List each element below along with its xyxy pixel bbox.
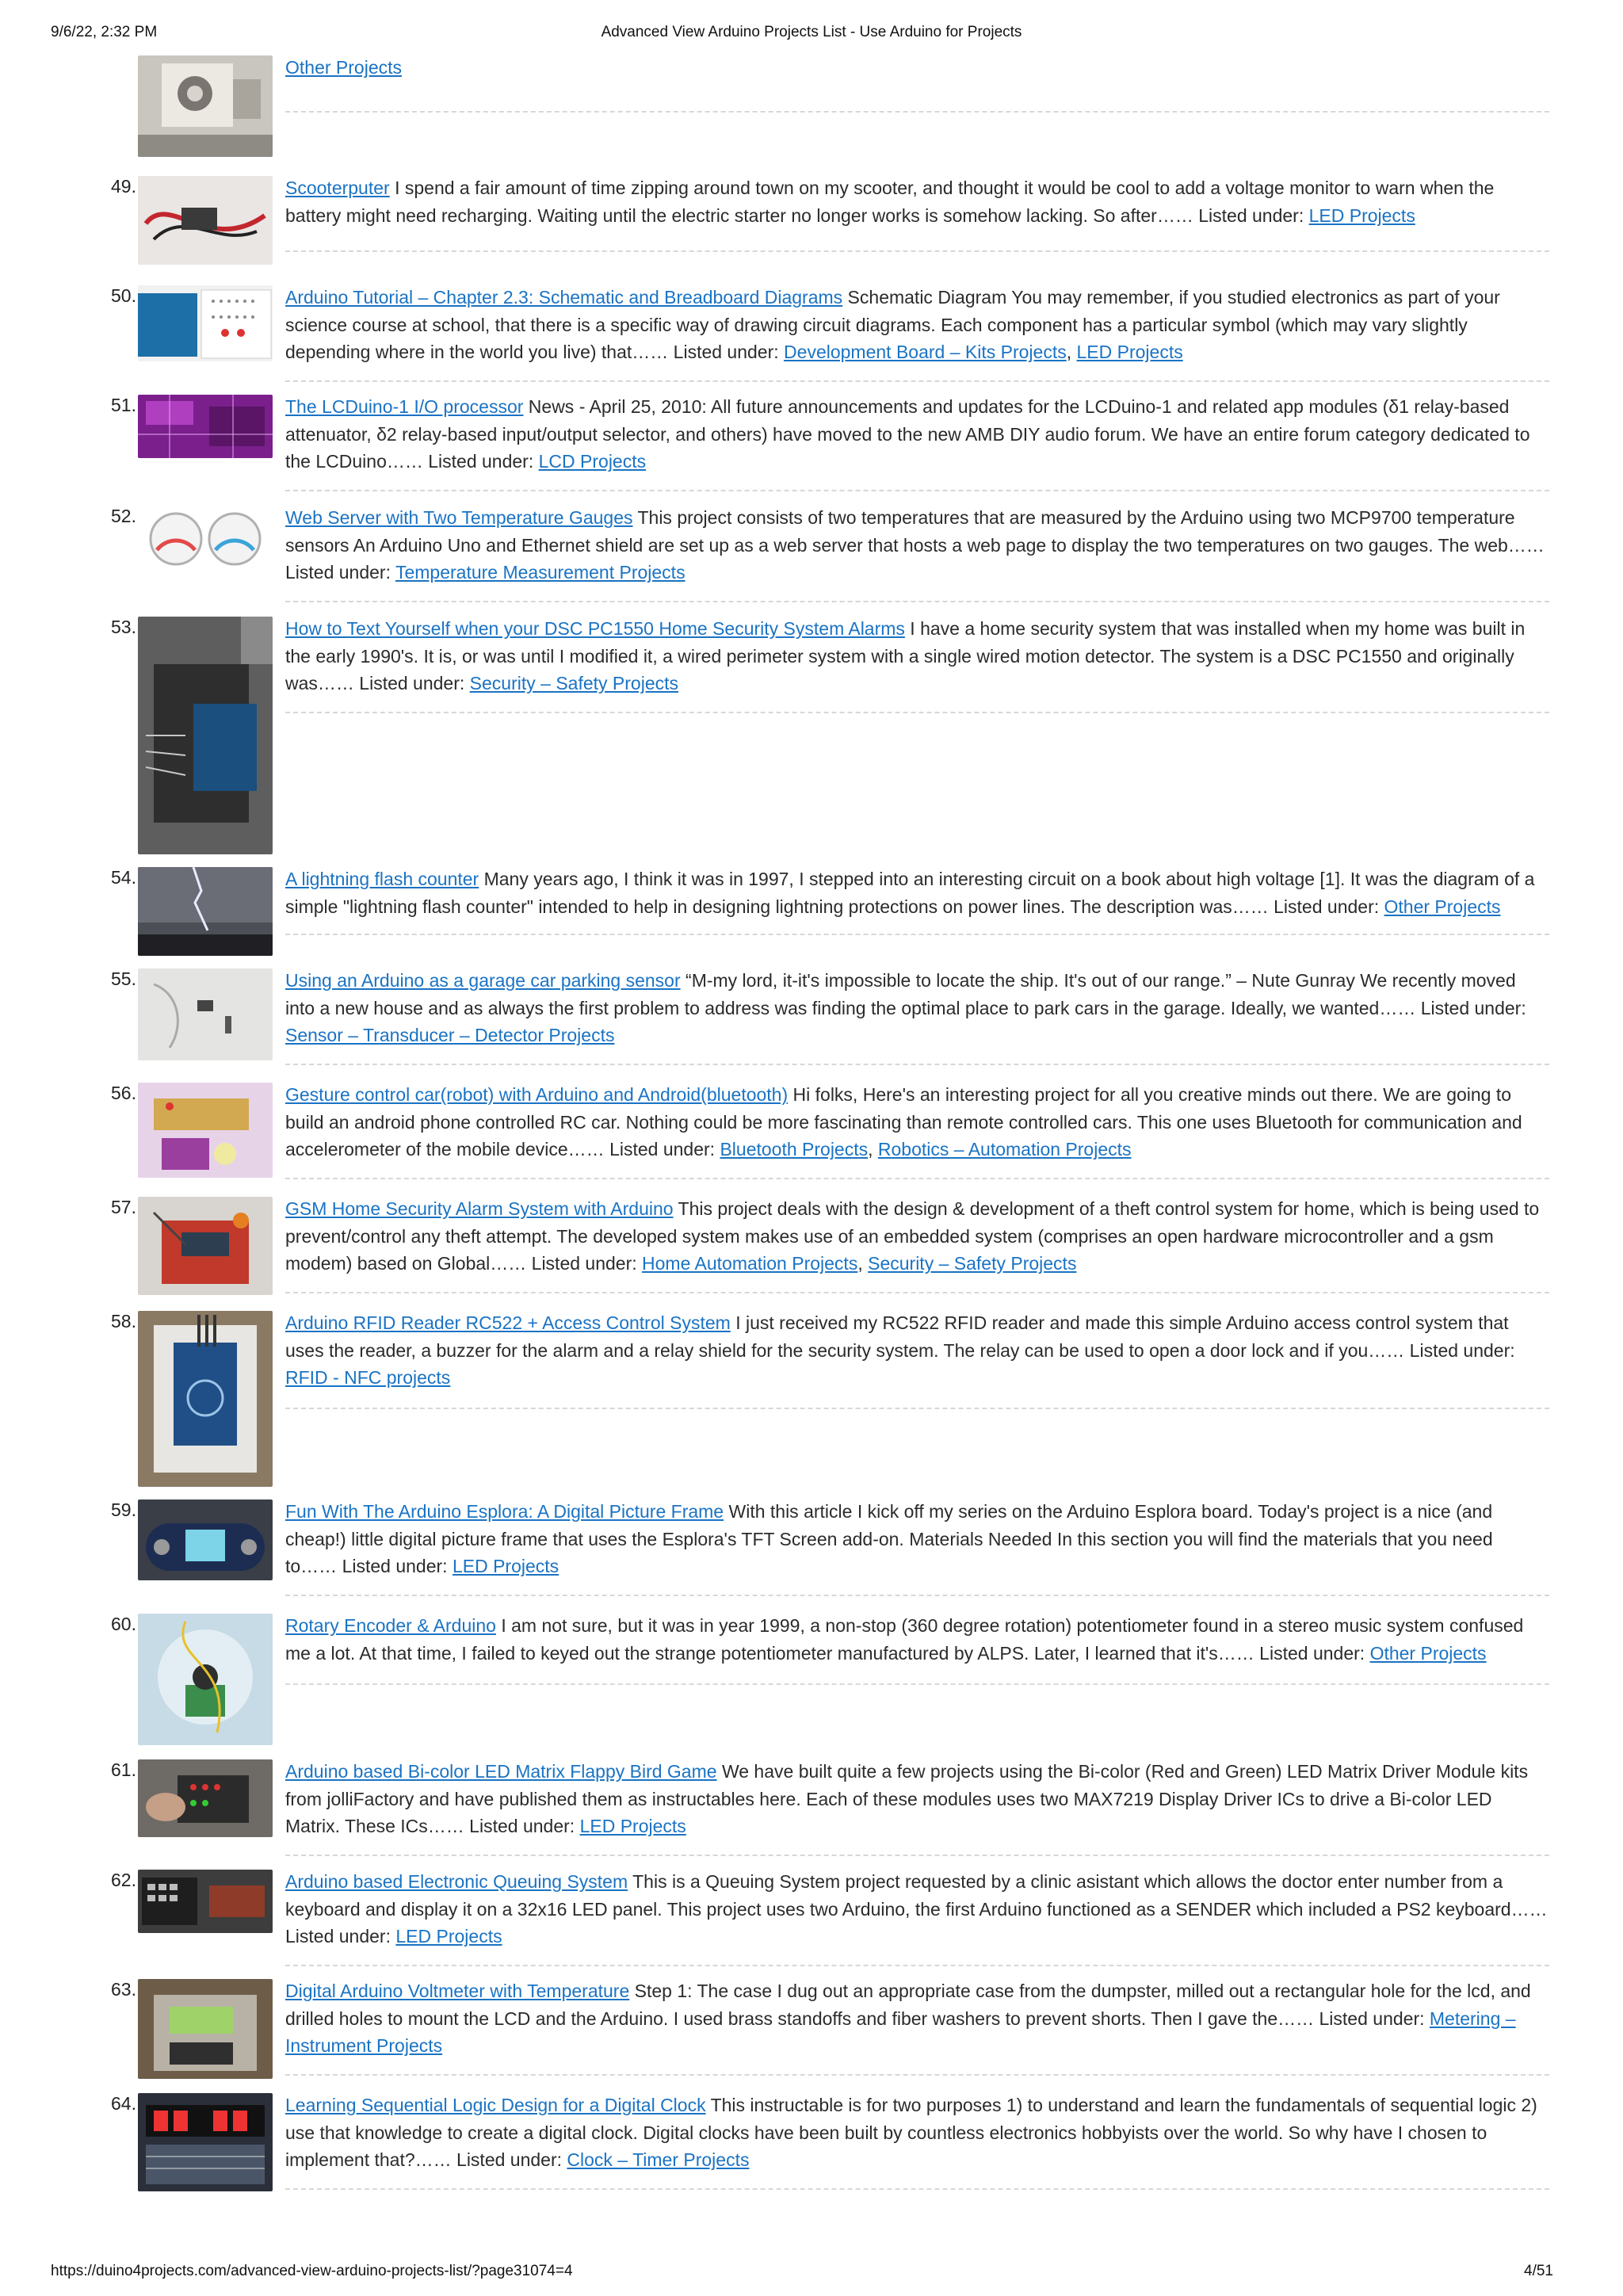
project-thumbnail[interactable] bbox=[138, 1870, 273, 1933]
listed-under-label: Listed under: bbox=[1254, 1642, 1370, 1664]
listed-under-label: Listed under: bbox=[1404, 1339, 1515, 1361]
project-description: This instructable is for two purposes 1) to understand and learn the fundamentals of sequential logic 2) use that knowledge to create a digital clock. Digital clocks have been built by countless electronics hobbyists over the world. So why have I chosen to implement that?…… bbox=[285, 2095, 1537, 2170]
project-title-link[interactable]: Arduino RFID Reader RC522 + Access Control System bbox=[285, 1312, 731, 1333]
project-description: I have a home security system that was installed when my home was built in the early 1990's. It is, or was until I modified it, a wired perimeter system with a single wired motion detector. The system is a DSC PC1550 and originally was…… bbox=[285, 618, 1526, 693]
project-text bbox=[285, 54, 1549, 82]
entry-number: 62. bbox=[111, 1870, 136, 1890]
category-link[interactable]: Metering – Instrument Projects bbox=[285, 2008, 1516, 2056]
project-description: Step 1: The case I dug out an appropriate case from the dumpster, milled out a rectangular hole for the lcd, and drilled holes to mount the LCD and the Arduino. I used brass standoffs and fiber washers to prevent shorts. Then I gave the…… bbox=[285, 1981, 1531, 2029]
project-thumbnail[interactable] bbox=[138, 1197, 273, 1295]
category-link[interactable]: Home Automation Projects bbox=[642, 1253, 858, 1274]
project-thumbnail[interactable] bbox=[138, 1759, 273, 1837]
entry-separator bbox=[285, 712, 1549, 713]
category-link[interactable]: Other Projects bbox=[1384, 896, 1501, 917]
entry-separator bbox=[285, 1178, 1549, 1179]
category-link[interactable]: LED Projects bbox=[579, 1816, 686, 1836]
project-description: I just received my RC522 RFID reader and made this simple Arduino access control system that uses the reader, a buzzer for the alarm and a relay shield for the security system. The relay can be used to open a door lock and if you…… bbox=[285, 1312, 1509, 1361]
project-title-link[interactable]: Scooterputer bbox=[285, 178, 390, 198]
entry-separator bbox=[285, 380, 1549, 382]
category-link[interactable]: Temperature Measurement Projects bbox=[395, 562, 685, 583]
project-text bbox=[285, 615, 1549, 697]
entry-separator bbox=[285, 2074, 1549, 2076]
project-description: News - April 25, 2010: All future announcements and updates for the LCDuino-1 and related app modules (δ1 relay-based attenuator, δ2 relay-based input/output selector, and others) have moved to the new AMB DIY audio forum. We have an entire forum category dedicated to the LCDuino…… bbox=[285, 396, 1530, 472]
entry-number: 56. bbox=[111, 1083, 136, 1103]
project-description: We have built quite a few projects using the Bi-color (Red and Green) LED Matrix Driver Module kits from jolliFactory and have published them as instructables here. Each of these modules uses two MAX7219 Display Driver ICs to drive a Bi-color LED Matrix. These ICs…… bbox=[285, 1761, 1529, 1836]
entry-number: 64. bbox=[111, 2093, 136, 2114]
entry-number: 50. bbox=[111, 285, 136, 306]
project-text bbox=[285, 865, 1549, 920]
project-text bbox=[285, 967, 1549, 1049]
project-text bbox=[285, 1977, 1549, 2060]
category-link[interactable]: Development Board – Kits Projects bbox=[784, 342, 1067, 362]
entry-number: 61. bbox=[111, 1759, 136, 1780]
project-thumbnail[interactable] bbox=[138, 285, 273, 361]
project-title-link[interactable]: A lightning flash counter bbox=[285, 869, 479, 889]
project-text: GSM Home Security Alarm System with Arduino This project deals with the design & development of a theft control system for home, which is being used to prevent/control any theft attempt. The developed system makes use of an embedded system (comprises an open hardware microcontroller and a gsm modem) based on Global…… Listed under: Home Automation Projects, Security – Safety Projects bbox=[285, 1198, 1540, 1274]
entry-separator bbox=[285, 2188, 1549, 2190]
project-thumbnail[interactable] bbox=[138, 968, 273, 1060]
project-description: I am not sure, but it was in year 1999, a non-stop (360 degree rotation) potentiometer found in a stereo music system confused me a lot. At that time, I failed to keyed out the strange potentiometer manufactured by ALPS. Later, I learned that it's…… bbox=[285, 1615, 1524, 1664]
project-description: “M-my lord, it-it's impossible to locate the ship. It's out of our range.” – Nute Gunray We recently moved into a new house and as always the first problem to address was finding the optimal place to park cars in the garage. Ideally, we wanted…… bbox=[285, 970, 1516, 1018]
print-date: 9/6/22, 2:32 PM bbox=[51, 24, 158, 40]
category-link[interactable]: Other Projects bbox=[1369, 1642, 1487, 1664]
listed-under-label: Listed under: bbox=[1415, 997, 1526, 1018]
entry-separator bbox=[285, 1683, 1549, 1685]
listed-under-label: Listed under: bbox=[604, 1139, 720, 1159]
project-text bbox=[285, 1309, 1549, 1392]
listed-under-label: Listed under: bbox=[451, 2149, 567, 2170]
category-link[interactable]: RFID - NFC projects bbox=[285, 1367, 451, 1388]
entry-separator bbox=[285, 490, 1549, 491]
listed-under-label: Listed under: bbox=[1314, 2008, 1430, 2029]
entry-number: 55. bbox=[111, 968, 136, 989]
print-page-title: Advanced View Arduino Projects List - Use Arduino for Projects bbox=[601, 24, 1022, 40]
entry-number: 51. bbox=[111, 395, 136, 415]
entry-number: 59. bbox=[111, 1499, 136, 1520]
category-link[interactable]: LED Projects bbox=[395, 1926, 502, 1946]
project-description: With this article I kick off my series on the Arduino Esplora board. Today's project is a nice (and cheap!) little digital picture frame that uses the Esplora's TFT Screen add-on. Materials Needed In this section you will find the materials that you need to…… bbox=[285, 1501, 1493, 1576]
project-thumbnail[interactable] bbox=[138, 176, 273, 265]
category-link[interactable]: LED Projects bbox=[452, 1556, 559, 1576]
listed-under-label: Listed under: bbox=[337, 1556, 453, 1576]
listed-under-label: Listed under: bbox=[422, 451, 539, 472]
entry-separator bbox=[285, 1064, 1549, 1065]
project-thumbnail[interactable] bbox=[138, 1979, 273, 2079]
listed-under-label: Listed under: bbox=[526, 1253, 643, 1274]
entry-separator bbox=[285, 1855, 1549, 1856]
entry-number: 53. bbox=[111, 617, 136, 637]
entry-number: 60. bbox=[111, 1614, 136, 1634]
project-thumbnail[interactable] bbox=[138, 867, 273, 956]
entry-number: 57. bbox=[111, 1197, 136, 1217]
project-title-link[interactable]: Using an Arduino as a garage car parking sensor bbox=[285, 970, 681, 991]
project-text bbox=[285, 2092, 1549, 2174]
project-title-link[interactable]: Fun With The Arduino Esplora: A Digital Picture Frame bbox=[285, 1501, 724, 1522]
listed-under-label: Listed under: bbox=[285, 562, 395, 583]
category-link[interactable]: Other Projects bbox=[285, 57, 402, 78]
category-link[interactable]: Clock – Timer Projects bbox=[567, 2149, 750, 2170]
project-thumbnail[interactable] bbox=[138, 506, 273, 569]
project-text bbox=[285, 1612, 1549, 1667]
project-title-link[interactable]: Learning Sequential Logic Design for a Digital Clock bbox=[285, 2095, 706, 2115]
entry-separator bbox=[285, 111, 1549, 113]
project-thumbnail[interactable] bbox=[138, 395, 273, 458]
project-title-link[interactable]: Rotary Encoder & Arduino bbox=[285, 1615, 496, 1636]
project-thumbnail[interactable] bbox=[138, 1083, 273, 1178]
entry-number: 63. bbox=[111, 1979, 136, 2000]
entry-separator bbox=[285, 1595, 1549, 1596]
project-thumbnail[interactable] bbox=[138, 617, 273, 854]
category-link[interactable]: Sensor – Transducer – Detector Projects bbox=[285, 1025, 615, 1045]
project-title-link[interactable]: Arduino based Electronic Queuing System bbox=[285, 1871, 628, 1892]
listed-under-label: Listed under: bbox=[353, 673, 470, 693]
category-link[interactable]: Bluetooth Projects bbox=[720, 1139, 869, 1159]
project-text bbox=[285, 1498, 1549, 1580]
project-description: This is a Queuing System project requested by a clinic asistant which allows the doctor enter number from a keyboard and display it on a 32x16 LED panel. This project uses two Arduino, the first Arduino functioned as a SENDER which included a PS2 keyboard…… bbox=[285, 1871, 1548, 1920]
category-link[interactable]: LED Projects bbox=[1076, 342, 1183, 362]
project-title-link[interactable]: GSM Home Security Alarm System with Arduino bbox=[285, 1198, 674, 1219]
entry-number: 58. bbox=[111, 1311, 136, 1331]
category-link[interactable]: Security – Safety Projects bbox=[469, 673, 679, 693]
project-thumbnail[interactable] bbox=[138, 55, 273, 157]
entry-separator bbox=[285, 1292, 1549, 1293]
entry-number: 54. bbox=[111, 867, 136, 888]
project-title-link[interactable]: The LCDuino-1 I/O processor bbox=[285, 396, 524, 417]
project-title-link[interactable]: How to Text Yourself when your DSC PC1550 Home Security System Alarms bbox=[285, 618, 905, 639]
entry-number: 52. bbox=[111, 506, 136, 526]
project-text bbox=[285, 504, 1549, 586]
entry-separator bbox=[285, 1408, 1549, 1409]
listed-under-label: Listed under: bbox=[285, 1926, 396, 1946]
project-thumbnail[interactable] bbox=[138, 1499, 273, 1580]
entry-separator bbox=[285, 934, 1549, 935]
project-thumbnail[interactable] bbox=[138, 1311, 273, 1487]
project-title-link[interactable]: Digital Arduino Voltmeter with Temperature bbox=[285, 1981, 630, 2001]
entry-separator bbox=[285, 601, 1549, 602]
project-text bbox=[285, 174, 1549, 229]
project-text bbox=[285, 393, 1549, 476]
project-entry bbox=[0, 44, 1623, 165]
category-link[interactable]: Robotics – Automation Projects bbox=[877, 1139, 1132, 1159]
listed-under-label: Listed under: bbox=[464, 1816, 580, 1836]
project-description: Schematic Diagram You may remember, if you studied electronics as part of your science course at school, that there is a specific way of drawing circuit diagrams. Each component has a particular symbol (which may vary slightly depending where in the world you live) that…… bbox=[285, 287, 1500, 362]
project-text: Gesture control car(robot) with Arduino and Android(bluetooth) Hi folks, Here's an interesting project for all you creative minds out there. We are going to build an android phone controlled RC car. Nothing could be more fascinating than remote controlled cars. This one uses Bluetooth for communication and accelerometer of the mobile device…… Listed under: Bluetooth Projects, Robotics – Automation Projects bbox=[285, 1084, 1522, 1159]
project-description: This project deals with the design & development of a theft control system for home, which is being used to prevent/control any theft attempt. The developed system makes use of an embedded system (comprises an open hardware microcontroller and a gsm modem) based on Global…… bbox=[285, 1198, 1540, 1274]
category-link[interactable]: Security – Safety Projects bbox=[868, 1253, 1077, 1274]
project-title-link[interactable]: Arduino based Bi-color LED Matrix Flappy Bird Game bbox=[285, 1761, 717, 1782]
project-title-link[interactable]: Arduino Tutorial – Chapter 2.3: Schematic and Breadboard Diagrams bbox=[285, 287, 843, 308]
project-description: Hi folks, Here's an interesting project for all you creative minds out there. We are going to build an android phone controlled RC car. Nothing could be more fascinating than remote controlled cars. This one uses Bluetooth for communication and accelerometer of the mobile device…… bbox=[285, 1084, 1522, 1159]
category-link[interactable]: LED Projects bbox=[1308, 204, 1415, 226]
project-text bbox=[285, 1758, 1549, 1840]
entry-number: 49. bbox=[111, 176, 136, 197]
print-url: https://duino4projects.com/advanced-view-arduino-projects-list/?page31074=4 bbox=[51, 2263, 573, 2279]
project-description: This project consists of two temperatures that are measured by the Arduino using two MCP9700 temperature sensors An Arduino Uno and Ethernet shield are set up as a web server that hosts a web page to display the two temperatures on two gauges. The web…… bbox=[285, 507, 1545, 556]
project-description: Many years ago, I think it was in 1997, I stepped into an interesting circuit on a book about high voltage [1]. It was the diagram of a simple "lightning flash counter" intended to help in designing lightning protections on power lines. The description was…… bbox=[285, 869, 1535, 917]
project-text bbox=[285, 1868, 1549, 1950]
listed-under-label: Listed under: bbox=[1193, 204, 1309, 226]
project-thumbnail[interactable] bbox=[138, 1614, 273, 1745]
project-title-link[interactable]: Gesture control car(robot) with Arduino and Android(bluetooth) bbox=[285, 1084, 789, 1105]
entry-separator bbox=[285, 1965, 1549, 1966]
project-title-link[interactable]: Web Server with Two Temperature Gauges bbox=[285, 507, 633, 528]
project-text: Arduino Tutorial – Chapter 2.3: Schematic and Breadboard Diagrams Schematic Diagram You may remember, if you studied electronics as part of your science course at school, that there is a specific way of drawing circuit diagrams. Each component has a particular symbol (which may vary slightly depending where in the world you live) that…… Listed under: Development Board – Kits Projects, LED Projects bbox=[285, 287, 1500, 362]
print-page-number: 4/51 bbox=[1524, 2263, 1553, 2279]
entry-separator bbox=[285, 250, 1549, 252]
listed-under-label: Listed under: bbox=[1268, 896, 1384, 917]
project-thumbnail[interactable] bbox=[138, 2093, 273, 2191]
project-description: I spend a fair amount of time zipping around town on my scooter, and thought it would be cool to add a voltage monitor to warn when the battery might need recharging. Waiting until the electric starter no longer works is somehow lacking. So after…… bbox=[285, 178, 1495, 226]
listed-under-label: Listed under: bbox=[668, 342, 785, 362]
category-link[interactable]: LCD Projects bbox=[538, 451, 647, 472]
